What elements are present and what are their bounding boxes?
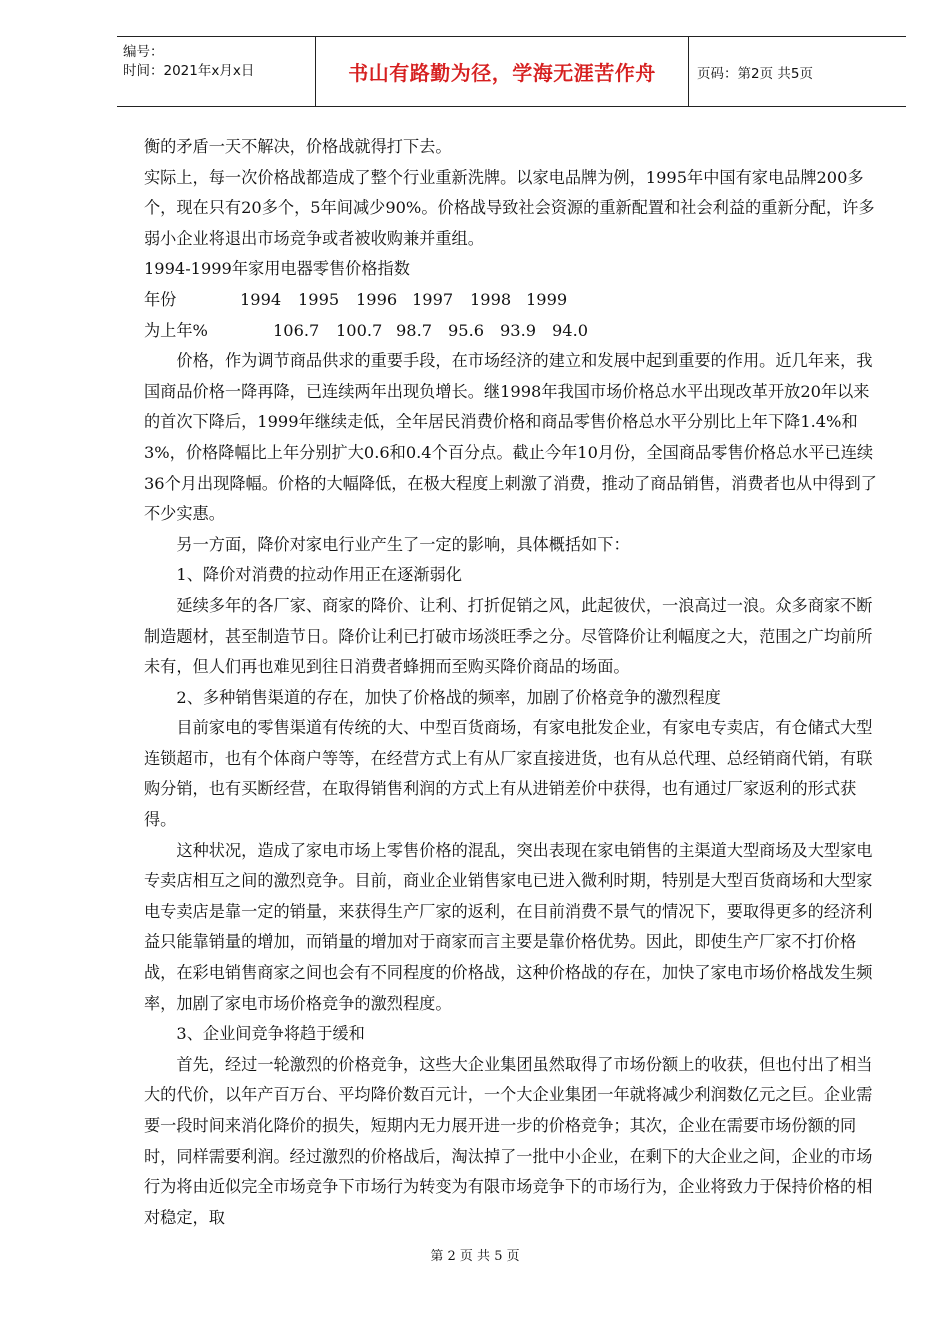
document-number-label: 编号： bbox=[123, 44, 164, 60]
table-row-label: 为上年% bbox=[144, 320, 208, 340]
table-row-years bbox=[144, 285, 884, 316]
paragraph: 这种状况，造成了家电市场上零售价格的混乱，突出表现在家电销售的主渠道大型商场及大型家电专卖店相互之间的激烈竞争。目前，商业企业销售家电已进入微利时期，特别是大型百货商场和大型家电专卖店是靠一定的销量，来获得生产厂家的返利，在目前消费不景气的情况下，要取得更多的经济利益只能靠销量的增加，而销量的增加对于商家而言主要是靠价格优势。因此，即使生产厂家不打价格战，在彩电销售商家之间也会有不同程度的价格战，这种价格战的存在，加快了家电市场价格战发生频率，加剧了家电市场价格竞争的激烈程度。 bbox=[144, 840, 873, 1013]
table-cell: 93.9 bbox=[500, 320, 537, 340]
header-motto: 书山有路勤为径，学海无涯苦作舟 bbox=[315, 37, 689, 106]
section-heading: 3、企业间竞争将趋于缓和 bbox=[176, 1024, 365, 1044]
table-cell: 1999 bbox=[526, 289, 568, 309]
document-time: 时间：2021年x月x日 bbox=[123, 63, 255, 79]
paragraph: 实际上，每一次价格战都造成了整个行业重新洗牌。以家电品牌为例，1995年中国有家电品牌200多个，现在只有20多个，5年间减少90%。价格战导致社会资源的重新配置和社会利益的重新分配，许多弱小企业将退出市场竞争或者被收购兼并重组。 bbox=[144, 167, 875, 248]
table-cell: 94.0 bbox=[552, 320, 589, 340]
paragraph: 延续多年的各厂家、商家的降价、让利、打折促销之风，此起彼伏，一浪高过一浪。众多商家不断制造题材，甚至制造节日。降价让利已打破市场淡旺季之分。尽管降价让利幅度之大，范围之广均前所未有，但人们再也难见到往日消费者蜂拥而至购买降价商品的场面。 bbox=[144, 595, 873, 677]
header-page-info: 页码：第2页 共5页 bbox=[697, 65, 813, 82]
table-cell: 1996 bbox=[356, 289, 398, 309]
header-meta bbox=[117, 37, 315, 106]
table-cell: 100.7 bbox=[336, 320, 383, 340]
table-cell: 106.7 bbox=[273, 320, 320, 340]
document-body bbox=[144, 132, 884, 1233]
paragraph: 另一方面，降价对家电行业产生了一定的影响，具体概括如下： bbox=[176, 534, 630, 554]
paragraph: 目前家电的零售渠道有传统的大、中型百货商场，有家电批发企业，有家电专卖店，有仓储式大型连锁超市，也有个体商户等等，在经营方式上有从厂家直接进货，也有从总代理、总经销商代销，有联购分销，也有买断经营，在取得销售利润的方式上有从进销差价中获得，也有通过厂家返利的形式获得。 bbox=[144, 718, 873, 830]
table-cell: 98.7 bbox=[396, 320, 433, 340]
page-header bbox=[117, 36, 906, 107]
table-cell: 1994 bbox=[240, 289, 282, 309]
table-row-label: 年份 bbox=[144, 289, 177, 309]
table-cell: 95.6 bbox=[448, 320, 485, 340]
paragraph: 首先，经过一轮激烈的价格竞争，这些大企业集团虽然取得了市场份额上的收获，但也付出了相当大的代价，以年产百万台、平均降价数百元计，一个大企业集团一年就将减少利润数亿元之巨。企业需要一段时间来消化降价的损失，短期内无力展开进一步的价格竞争；其次，企业在需要市场份额的同时，同样需要利润。经过激烈的价格战后，淘汰掉了一批中小企业，在剩下的大企业之间，企业的市场行为将由近似完全市场竞争下市场行为转变为有限市场竞争下的市场行为，企业将致力于保持价格的相对稳定，取 bbox=[144, 1054, 873, 1227]
table-cell: 1998 bbox=[470, 289, 512, 309]
section-heading: 1、降价对消费的拉动作用正在逐渐弱化 bbox=[176, 565, 462, 585]
table-title: 1994-1999年家用电器零售价格指数 bbox=[144, 259, 410, 279]
section-heading: 2、多种销售渠道的存在，加快了价格战的频率，加剧了价格竞争的激烈程度 bbox=[176, 687, 721, 707]
table-cell: 1997 bbox=[412, 289, 454, 309]
paragraph: 价格，作为调节商品供求的重要手段，在市场经济的建立和发展中起到重要的作用。近几年来，我国商品价格一降再降，已连续两年出现负增长。继1998年我国市场价格总水平出现改革开放20年以来的首次下降后，1999年继续走低，全年居民消费价格和商品零售价格总水平分别比上年下降1.4%和3%，价格降幅比上年分别扩大0.6和0.4个百分点。截止今年10月份，全国商品零售价格总水平已连续36个月出现降幅。价格的大幅降低，在极大程度上刺激了消费，推动了商品销售，消费者也从中得到了不少实惠。 bbox=[144, 351, 877, 524]
page-footer: 第 2 页 共 5 页 bbox=[430, 1249, 520, 1264]
paragraph: 衡的矛盾一天不解决，价格战就得打下去。 bbox=[144, 137, 452, 156]
table-row-values bbox=[144, 316, 884, 347]
table-cell: 1995 bbox=[298, 289, 340, 309]
